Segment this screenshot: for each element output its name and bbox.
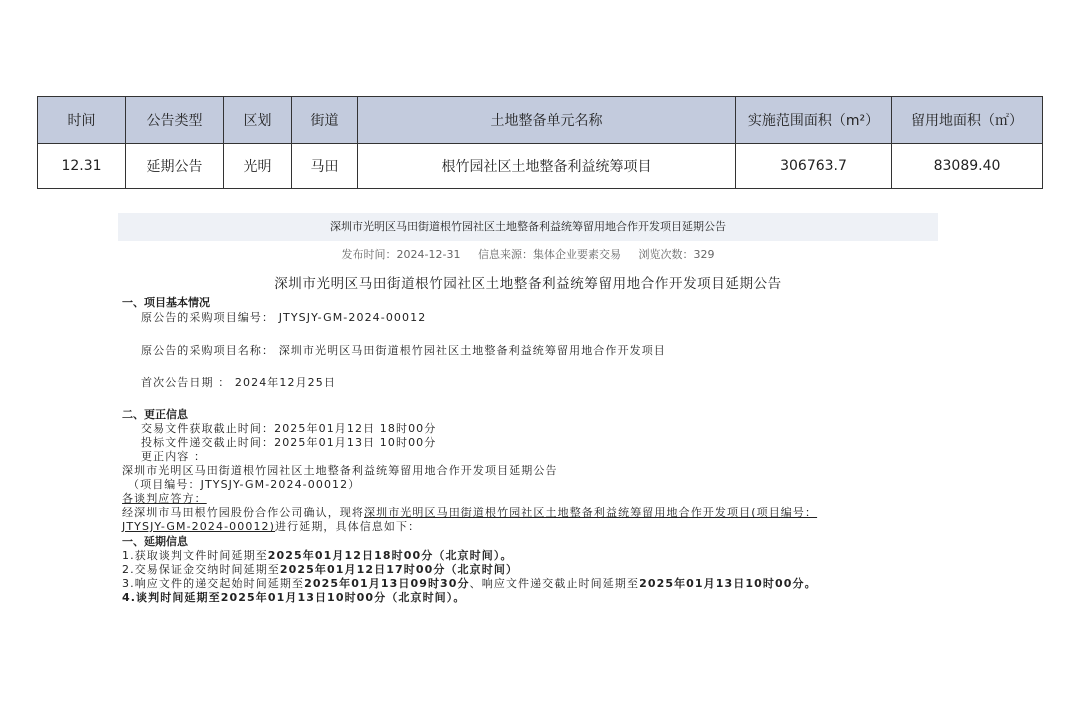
section-basic-info-title: 一、项目基本情况 xyxy=(122,296,210,309)
header-notice-type: 公告类型 xyxy=(126,97,224,144)
extension-item-2-time: 2025年01月12日17时00分（北京时间） xyxy=(279,563,519,576)
confirm-paragraph-cont xyxy=(122,520,420,533)
table-header-row xyxy=(38,97,1043,144)
cell-notice-type: 延期公告 xyxy=(126,144,224,189)
cell-street: 马田 xyxy=(292,144,358,189)
extension-item-3 xyxy=(122,577,817,590)
confirm-suffix: 进行延期，具体信息如下： xyxy=(275,520,421,533)
table-row xyxy=(38,144,1043,189)
notice-title: 深圳市光明区马田街道根竹园社区土地整备利益统筹留用地合作开发项目延期公告 xyxy=(118,213,938,241)
cell-reserved-area: 83089.40 xyxy=(892,144,1043,189)
extension-item-3-label: 3.响应文件的递交起始时间延期至 xyxy=(122,577,305,590)
original-project-name: 原公告的采购项目名称： 深圳市光明区马田街道根竹园社区土地整备利益统筹留用地合作开发项目 xyxy=(141,344,666,357)
confirm-prefix: 经深圳市马田根竹园股份合作公司确认，现将 xyxy=(122,506,364,519)
cell-time: 12.31 xyxy=(38,144,126,189)
extension-item-3-mid: 、响应文件递交截止时间延期至 xyxy=(469,577,640,590)
extension-item-4: 4.谈判时间延期至2025年01月13日10时00分（北京时间）。 xyxy=(122,591,466,604)
body-title: 深圳市光明区马田街道根竹园社区土地整备利益统筹留用地合作开发项目延期公告 xyxy=(122,464,558,477)
extension-item-3-end: 2025年01月13日10时00分。 xyxy=(639,577,817,590)
extension-item-1-label: 1.获取谈判文件时间延期至 xyxy=(122,549,268,562)
info-source: 信息来源：集体企业要素交易 xyxy=(477,248,621,261)
notice-meta xyxy=(118,246,938,262)
project-link-number[interactable]: JTYSJY-GM-2024-00012) xyxy=(122,520,276,533)
cell-district: 光明 xyxy=(224,144,292,189)
first-notice-date: 首次公告日期 ： 2024年12月25日 xyxy=(141,376,336,389)
header-scope-area: 实施范围面积（m²） xyxy=(736,97,892,144)
confirm-paragraph xyxy=(122,506,817,519)
bid-submit-deadline: 投标文件递交截止时间：2025年01月13日 10时00分 xyxy=(141,436,437,449)
extension-item-2-label: 2.交易保证金交纳时间延期至 xyxy=(122,563,280,576)
doc-acquire-deadline: 交易文件获取截止时间：2025年01月12日 18时00分 xyxy=(141,422,437,435)
extension-info-title: 一、延期信息 xyxy=(122,535,188,548)
header-time: 时间 xyxy=(38,97,126,144)
greeting: 各谈判应答方： xyxy=(122,492,207,505)
header-reserved-area: 留用地面积（㎡） xyxy=(892,97,1043,144)
body-project-number: （项目编号：JTYSJY-GM-2024-00012） xyxy=(128,478,361,491)
project-link[interactable]: 深圳市光明区马田街道根竹园社区土地整备利益统筹留用地合作开发项目(项目编号： xyxy=(364,506,818,519)
header-street: 街道 xyxy=(292,97,358,144)
correction-content-label: 更正内容 ： xyxy=(141,450,207,463)
cell-scope-area: 306763.7 xyxy=(736,144,892,189)
extension-item-1-time: 2025年01月12日18时00分（北京时间）。 xyxy=(267,549,513,562)
cell-unit-name: 根竹园社区土地整备利益统筹项目 xyxy=(358,144,736,189)
view-count: 浏览次数：329 xyxy=(638,248,715,261)
section-correction-title: 二、更正信息 xyxy=(122,408,188,421)
summary-table xyxy=(37,96,1043,189)
extension-item-2 xyxy=(122,563,518,576)
header-district: 区划 xyxy=(224,97,292,144)
header-unit-name: 土地整备单元名称 xyxy=(358,97,736,144)
original-project-number: 原公告的采购项目编号： JTYSJY-GM-2024-00012 xyxy=(141,311,427,324)
extension-item-1 xyxy=(122,549,513,562)
notice-heading: 深圳市光明区马田街道根竹园社区土地整备利益统筹留用地合作开发项目延期公告 xyxy=(274,276,782,292)
extension-item-3-start: 2025年01月13日09时30分 xyxy=(304,577,470,590)
publish-date: 发布时间：2024-12-31 xyxy=(341,248,461,261)
